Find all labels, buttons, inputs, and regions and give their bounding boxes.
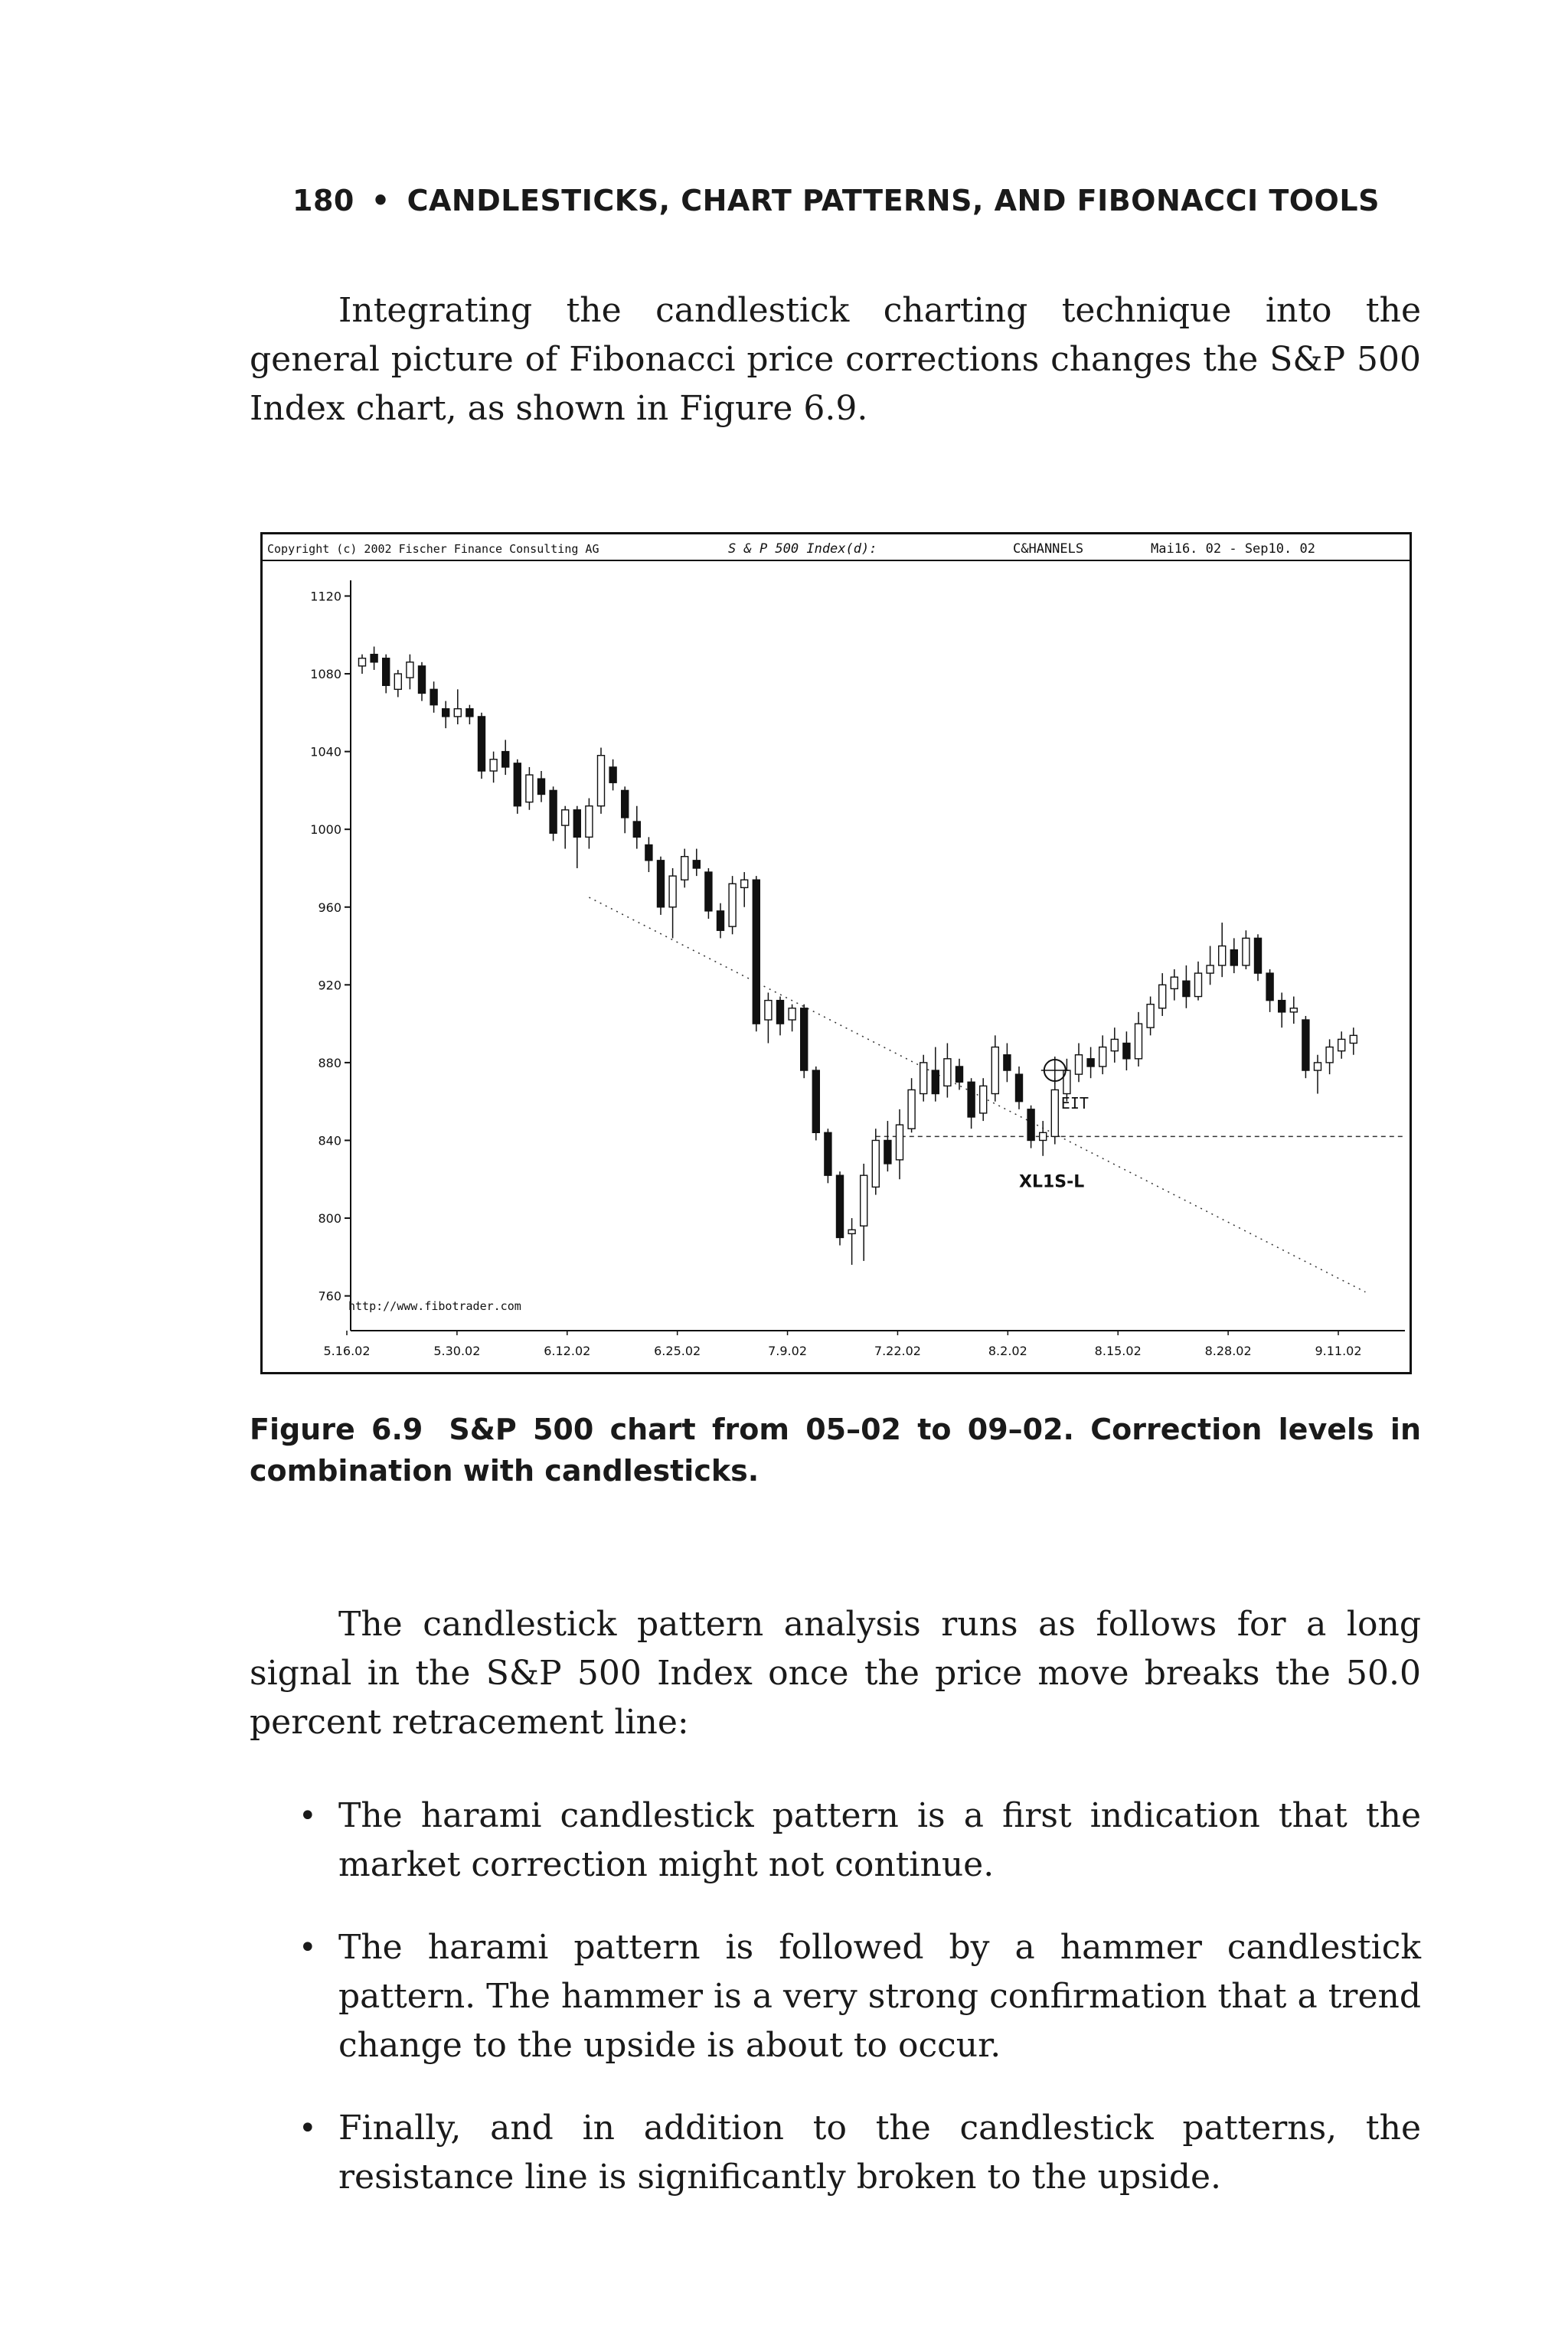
candle-body-bullish xyxy=(1315,1063,1321,1070)
candle xyxy=(1111,1027,1118,1063)
candle-body-bearish xyxy=(573,810,580,838)
candle xyxy=(359,655,366,674)
candle xyxy=(729,876,736,934)
candle xyxy=(765,992,772,1043)
chart-svg xyxy=(263,534,1410,1372)
candle-body-bearish xyxy=(1123,1044,1130,1059)
candle-body-bullish xyxy=(669,876,676,907)
candle-body-bearish xyxy=(717,911,724,930)
candle-body-bearish xyxy=(430,689,437,704)
candle-body-bullish xyxy=(454,709,461,717)
x-tick-label: 5.30.02 xyxy=(433,1344,481,1358)
candle xyxy=(430,681,437,713)
x-tick-label: 7.22.02 xyxy=(874,1344,921,1358)
candle-body-bullish xyxy=(1350,1035,1357,1043)
y-tick-label: 920 xyxy=(318,978,341,993)
candle xyxy=(454,689,461,724)
x-tick-label: 9.11.02 xyxy=(1315,1344,1362,1358)
candle xyxy=(980,1078,987,1121)
candle xyxy=(908,1078,915,1132)
candle xyxy=(1087,1047,1094,1079)
candle-body-bullish xyxy=(526,775,533,802)
candle xyxy=(1076,1044,1083,1083)
candle-body-bullish xyxy=(1326,1047,1333,1063)
bullet-dot: • xyxy=(299,1930,317,1965)
candle-body-bearish xyxy=(645,844,652,860)
candle-body-bearish xyxy=(705,872,712,911)
candle xyxy=(1135,1012,1142,1067)
list-item-text: Finally, and in addition to the candlestick patterns, the resistance line is significantly broken to the upside. xyxy=(338,2109,1421,2197)
candle-body-bullish xyxy=(598,756,605,806)
candle-body-bearish xyxy=(693,861,700,868)
chart-date-range: Mai16. 02 - Sep10. 02 xyxy=(1151,541,1315,557)
candle-body-bearish xyxy=(1266,973,1273,1001)
candle-body-bearish xyxy=(1016,1074,1023,1102)
candle-body-bearish xyxy=(1004,1055,1011,1070)
x-tick-label: 7.9.02 xyxy=(768,1344,808,1358)
candle-body-bearish xyxy=(1183,981,1190,996)
y-tick-label: 1000 xyxy=(310,822,341,838)
candle-body-bullish xyxy=(980,1086,987,1113)
figure-number: Figure 6.9 xyxy=(250,1413,423,1446)
candle xyxy=(573,806,580,868)
candle xyxy=(371,646,377,669)
candle-body-bearish xyxy=(777,1001,784,1024)
list-item-text: The harami pattern is followed by a hammer candlestick pattern. The hammer is a very strong confirmation that a trend change to the upside is about to occur. xyxy=(338,1928,1421,2065)
candle-body-bearish xyxy=(622,790,629,818)
chart-watermark: http://www.fibotrader.com xyxy=(348,1299,521,1313)
candle-body-bullish xyxy=(586,806,593,838)
candle xyxy=(789,1004,795,1032)
candle-body-bearish xyxy=(884,1140,891,1163)
candle-body-bearish xyxy=(1230,950,1237,965)
candle xyxy=(419,662,426,701)
candlestick-chart xyxy=(260,532,1412,1374)
candle xyxy=(1243,930,1250,969)
candle-body-bullish xyxy=(1171,977,1178,988)
marker-label: EIT xyxy=(1060,1094,1089,1113)
candle xyxy=(1040,1121,1047,1156)
candle-body-bearish xyxy=(383,658,390,686)
candle xyxy=(586,799,593,849)
candle-body-bearish xyxy=(550,790,557,833)
candle xyxy=(753,876,760,1031)
chart-channels: C&HANNELS xyxy=(1013,541,1084,557)
candles xyxy=(359,646,1357,1264)
candle xyxy=(956,1059,963,1090)
candle xyxy=(1195,962,1202,1001)
candle xyxy=(550,786,557,841)
y-tick-label: 880 xyxy=(318,1055,341,1070)
chapter-title: CANDLESTICKS, CHART PATTERNS, AND FIBONACCI TOOLS xyxy=(407,184,1380,217)
candle-body-bearish xyxy=(633,822,640,837)
candle-body-bearish xyxy=(837,1175,844,1237)
x-tick-label: 5.16.02 xyxy=(323,1344,371,1358)
candle xyxy=(658,857,665,915)
list-item-text: The harami candlestick pattern is a first indication that the market correction might not continue. xyxy=(338,1796,1421,1884)
candle xyxy=(1230,938,1237,973)
candle xyxy=(1315,1055,1321,1094)
candle xyxy=(1255,934,1262,981)
bullet-list xyxy=(250,1792,1421,2236)
candle-body-bearish xyxy=(825,1132,831,1175)
candle-body-bullish xyxy=(1135,1024,1142,1059)
candle xyxy=(1219,923,1226,977)
candle-body-bullish xyxy=(1219,946,1226,965)
candle-body-bearish xyxy=(658,861,665,907)
candle-body-bullish xyxy=(359,658,366,666)
candle-body-bullish xyxy=(1159,985,1166,1008)
candle xyxy=(717,903,724,939)
list-item xyxy=(250,1923,1421,2070)
candle xyxy=(1266,969,1273,1012)
candle-body-bearish xyxy=(968,1082,975,1117)
candle-body-bullish xyxy=(1111,1039,1118,1050)
candle-body-bullish xyxy=(1040,1132,1047,1140)
x-tick-label: 8.15.02 xyxy=(1094,1344,1142,1358)
candle xyxy=(443,701,449,729)
candle xyxy=(920,1055,927,1102)
candle xyxy=(897,1109,903,1179)
candle xyxy=(968,1078,975,1129)
candle-body-bullish xyxy=(741,880,748,887)
candle-body-bullish xyxy=(897,1125,903,1160)
y-tick-label: 760 xyxy=(318,1289,341,1304)
candle xyxy=(932,1047,939,1102)
chart-copyright: Copyright (c) 2002 Fischer Finance Consulting AG xyxy=(267,542,599,556)
candle xyxy=(1147,997,1154,1036)
candle-body-bearish xyxy=(609,767,616,782)
candle-body-bearish xyxy=(812,1070,819,1132)
candle xyxy=(633,806,640,849)
y-tick-label: 1120 xyxy=(310,589,341,604)
candle-body-bullish xyxy=(1243,938,1250,965)
candle-body-bearish xyxy=(1279,1001,1285,1012)
running-head xyxy=(292,184,1380,217)
candle-body-bullish xyxy=(1051,1089,1058,1136)
bullet-dot: • xyxy=(299,2111,317,2146)
candle xyxy=(1279,992,1285,1027)
candle xyxy=(1016,1067,1023,1109)
y-tick-label: 960 xyxy=(318,900,341,915)
candle-body-bearish xyxy=(1087,1059,1094,1067)
candle xyxy=(490,752,497,783)
candle xyxy=(394,670,401,697)
correction-lines xyxy=(589,897,1405,1292)
candle-body-bullish xyxy=(765,1001,772,1020)
candle-body-bearish xyxy=(538,779,545,794)
candle xyxy=(383,655,390,694)
candle-body-bearish xyxy=(466,709,473,717)
bullet-dot: • xyxy=(299,1798,317,1834)
candle-body-bullish xyxy=(681,857,688,880)
candle xyxy=(705,868,712,919)
candle xyxy=(1290,997,1297,1024)
candle xyxy=(669,868,676,938)
header-separator: • xyxy=(371,184,390,217)
x-tick-label: 6.25.02 xyxy=(654,1344,701,1358)
candle-body-bearish xyxy=(479,717,485,771)
candle-body-bearish xyxy=(443,709,449,717)
intro-paragraph: Integrating the candlestick charting technique into the general picture of Fibonacci price corrections changes the S&P 500 Index chart, as shown in Figure 6.9. xyxy=(250,291,1421,428)
candle xyxy=(1183,965,1190,1008)
x-tick-label: 8.28.02 xyxy=(1204,1344,1252,1358)
y-tick-label: 840 xyxy=(318,1133,341,1148)
candle-body-bullish xyxy=(1147,1004,1154,1027)
candle-body-bullish xyxy=(1207,965,1214,973)
candle-body-bullish xyxy=(1076,1055,1083,1074)
candle-body-bearish xyxy=(956,1067,963,1082)
candle xyxy=(848,1218,855,1265)
candle xyxy=(562,806,569,849)
list-item xyxy=(250,2104,1421,2202)
candle-body-bearish xyxy=(502,752,509,767)
candle xyxy=(681,849,688,888)
candle-body-bearish xyxy=(1255,938,1262,973)
candle xyxy=(502,740,509,775)
candle-body-bearish xyxy=(1027,1109,1034,1141)
candle xyxy=(884,1121,891,1171)
list-item xyxy=(250,1792,1421,1890)
figure-caption xyxy=(250,1409,1421,1491)
candle xyxy=(514,760,521,814)
candle xyxy=(777,997,784,1036)
candle xyxy=(693,849,700,877)
candle-body-bullish xyxy=(562,810,569,825)
candle xyxy=(538,771,545,802)
candle xyxy=(741,872,748,907)
candle xyxy=(1302,1016,1309,1078)
candle-body-bullish xyxy=(944,1059,951,1086)
candle-body-bearish xyxy=(419,666,426,694)
candle xyxy=(944,1044,951,1098)
candle-body-bullish xyxy=(1195,973,1202,996)
candle-body-bullish xyxy=(490,760,497,771)
candle-body-bullish xyxy=(920,1063,927,1094)
candle xyxy=(407,655,413,690)
y-tick-label: 1080 xyxy=(310,667,341,682)
candle-body-bullish xyxy=(848,1230,855,1233)
figure-caption-text: S&P 500 chart from 05–02 to 09–02. Correction levels in combination with candlesticks. xyxy=(250,1413,1421,1488)
candle xyxy=(609,760,616,791)
candle xyxy=(801,1004,808,1078)
candle xyxy=(825,1129,831,1183)
candle-body-bullish xyxy=(407,662,413,678)
candle xyxy=(991,1035,998,1101)
x-axis-ticks xyxy=(323,1331,1361,1358)
candle-body-bullish xyxy=(789,1008,795,1020)
x-tick-label: 8.2.02 xyxy=(988,1344,1027,1358)
chart-instrument: S & P 500 Index(d): xyxy=(728,541,877,557)
x-tick-label: 6.12.02 xyxy=(544,1344,591,1358)
candle-body-bullish xyxy=(1099,1047,1106,1067)
candle xyxy=(622,786,629,833)
candle-body-bearish xyxy=(932,1070,939,1093)
candle-body-bearish xyxy=(801,1008,808,1070)
candle xyxy=(526,767,533,810)
candle-body-bearish xyxy=(1302,1020,1309,1070)
candle xyxy=(812,1067,819,1140)
candle xyxy=(1159,973,1166,1016)
y-tick-label: 800 xyxy=(318,1211,341,1227)
candle xyxy=(861,1164,867,1261)
candle-body-bullish xyxy=(394,674,401,689)
candle-body-bullish xyxy=(872,1140,879,1187)
candle xyxy=(1004,1044,1011,1083)
candle xyxy=(1051,1078,1058,1144)
candle-body-bullish xyxy=(1338,1039,1345,1050)
chart-header xyxy=(263,541,1410,560)
candle-body-bullish xyxy=(1290,1008,1297,1012)
candle-body-bullish xyxy=(908,1089,915,1129)
candle xyxy=(645,837,652,872)
candle-body-bearish xyxy=(753,880,760,1024)
candle xyxy=(1207,946,1214,985)
candle-body-bearish xyxy=(371,655,377,662)
candle-body-bearish xyxy=(514,763,521,806)
y-tick-label: 1040 xyxy=(310,744,341,760)
candle-body-bullish xyxy=(861,1175,867,1226)
candle xyxy=(598,748,605,814)
candle xyxy=(1171,969,1178,1001)
candle xyxy=(1123,1031,1130,1070)
page-number: 180 xyxy=(292,184,354,217)
candle xyxy=(837,1171,844,1245)
candle xyxy=(479,713,485,779)
candle xyxy=(1326,1039,1333,1074)
candle xyxy=(872,1129,879,1194)
candle xyxy=(1350,1027,1357,1055)
candle xyxy=(1027,1106,1034,1148)
candle xyxy=(1099,1035,1106,1074)
candle xyxy=(466,705,473,724)
candle-body-bullish xyxy=(729,884,736,926)
candle-body-bullish xyxy=(991,1047,998,1094)
y-axis-ticks xyxy=(310,589,351,1303)
signal-label: XL1S-L xyxy=(1019,1172,1085,1192)
candle xyxy=(1338,1031,1345,1059)
analysis-paragraph: The candlestick pattern analysis runs as follows for a long signal in the S&P 500 Index once the price move breaks the 50.0 percent retracement line: xyxy=(250,1605,1421,1742)
